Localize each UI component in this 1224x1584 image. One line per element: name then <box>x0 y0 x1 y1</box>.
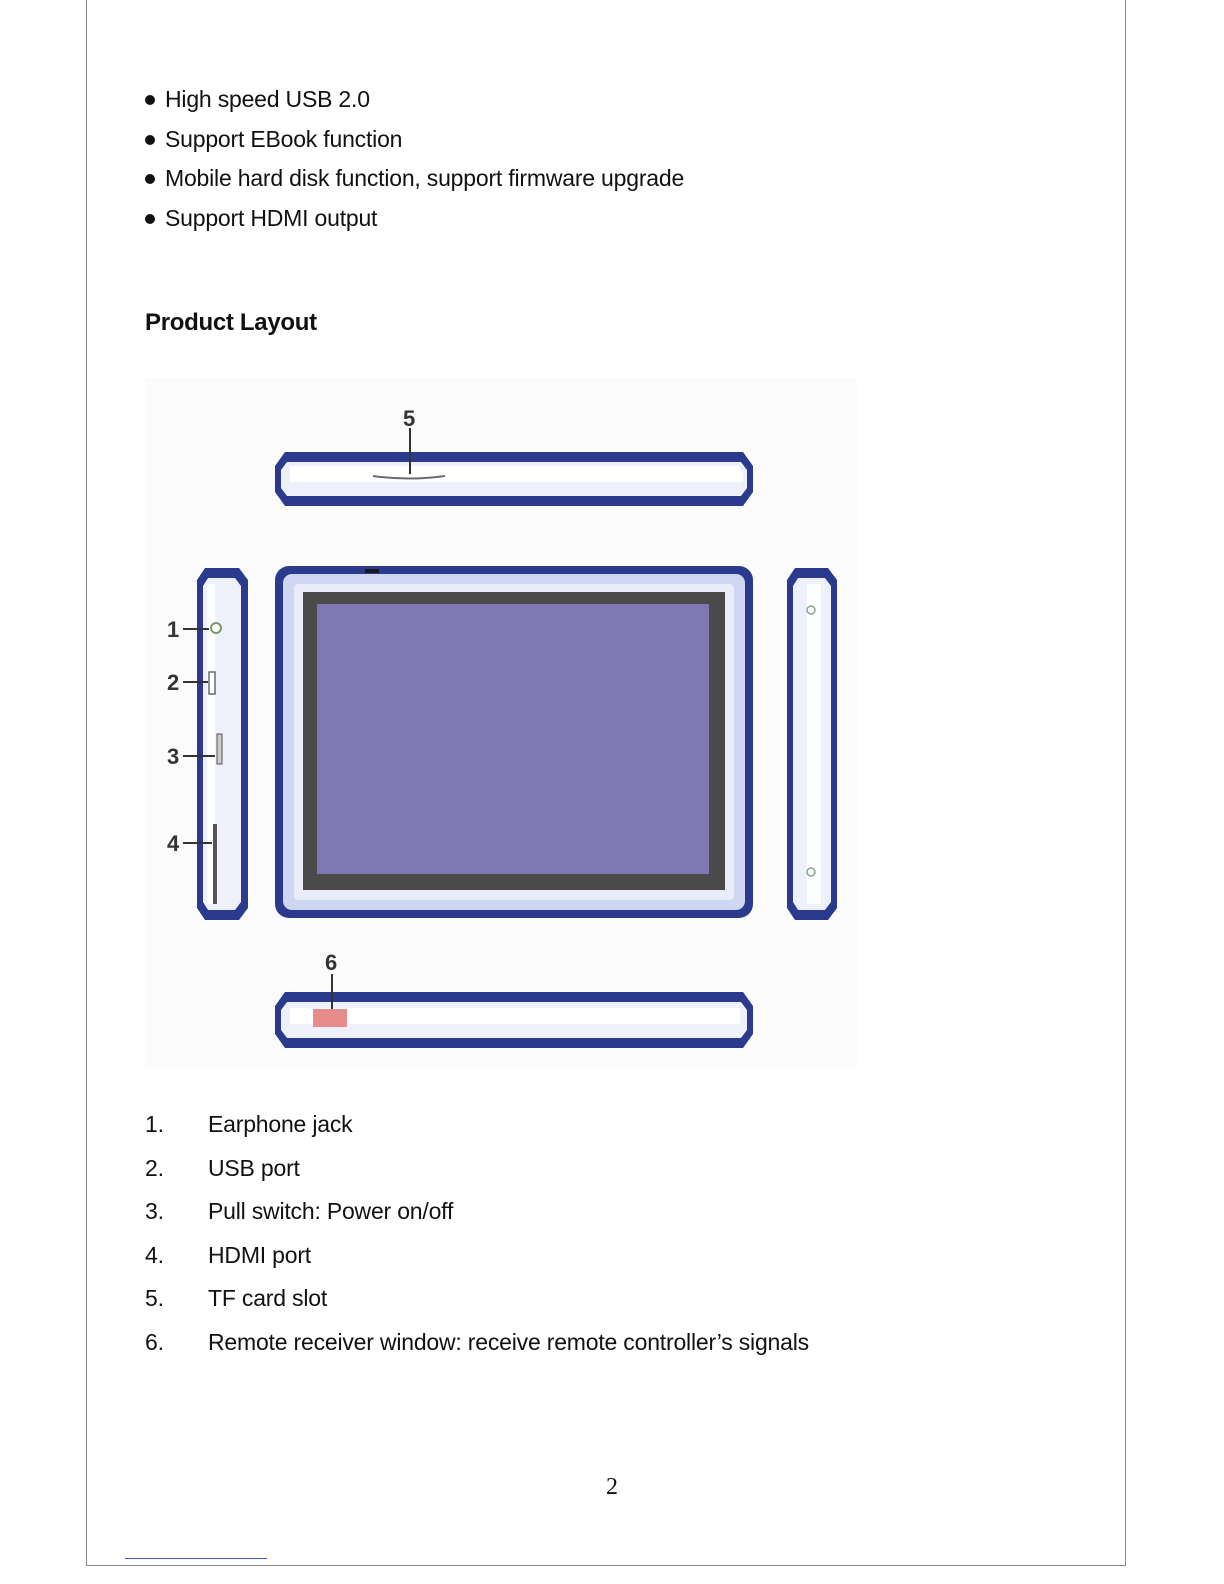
side-button-icon <box>807 868 815 876</box>
product-layout-diagram <box>145 378 857 1068</box>
footnote-rule <box>125 1558 267 1559</box>
callout-3: 3 <box>167 744 180 769</box>
parts-list <box>145 1103 809 1365</box>
section-heading: Product Layout <box>145 309 317 336</box>
feature-item: High speed USB 2.0 <box>143 80 684 120</box>
part-label: HDMI port <box>208 1241 311 1268</box>
remote-receiver-window <box>313 1009 347 1027</box>
part-label: Pull switch: Power on/off <box>208 1198 454 1225</box>
list-number: 3. <box>145 1198 164 1225</box>
device-front-view <box>275 566 753 918</box>
usb-port-icon <box>209 672 215 694</box>
callout-4: 4 <box>167 831 180 856</box>
list-number: 6. <box>145 1328 164 1355</box>
page-number: 2 <box>606 1474 618 1500</box>
feature-item: Support HDMI output <box>143 199 684 239</box>
list-item <box>145 1103 809 1147</box>
bottom-edge-view <box>275 992 753 1048</box>
callout-2: 2 <box>167 670 180 695</box>
list-item <box>145 1234 809 1278</box>
feature-item: Support EBook function <box>143 120 684 160</box>
list-number: 1. <box>145 1111 164 1137</box>
list-number: 2. <box>145 1154 164 1181</box>
feature-item: Mobile hard disk function, support firmware upgrade <box>143 159 684 199</box>
list-item <box>145 1321 809 1365</box>
part-label: USB port <box>208 1154 300 1181</box>
product-layout-figure <box>145 378 857 1068</box>
list-number: 4. <box>145 1241 164 1268</box>
callout-1: 1 <box>167 617 180 642</box>
top-edge-view <box>275 452 753 506</box>
part-label: Earphone jack <box>208 1111 353 1137</box>
power-switch-icon <box>217 734 222 764</box>
list-number: 5. <box>145 1285 164 1312</box>
part-label: Remote receiver window: receive remote controller’s signals <box>208 1328 809 1355</box>
hdmi-port-icon <box>213 824 217 904</box>
list-item <box>145 1147 809 1191</box>
feature-list <box>143 80 684 239</box>
left-side-view <box>197 568 248 920</box>
list-item <box>145 1277 809 1321</box>
list-item <box>145 1190 809 1234</box>
display-screen <box>317 604 709 874</box>
right-side-view <box>787 568 837 920</box>
part-label: TF card slot <box>208 1285 328 1312</box>
earphone-jack-icon <box>211 623 221 633</box>
callout-5: 5 <box>403 406 416 431</box>
callout-6: 6 <box>325 950 338 975</box>
side-button-icon <box>807 606 815 614</box>
